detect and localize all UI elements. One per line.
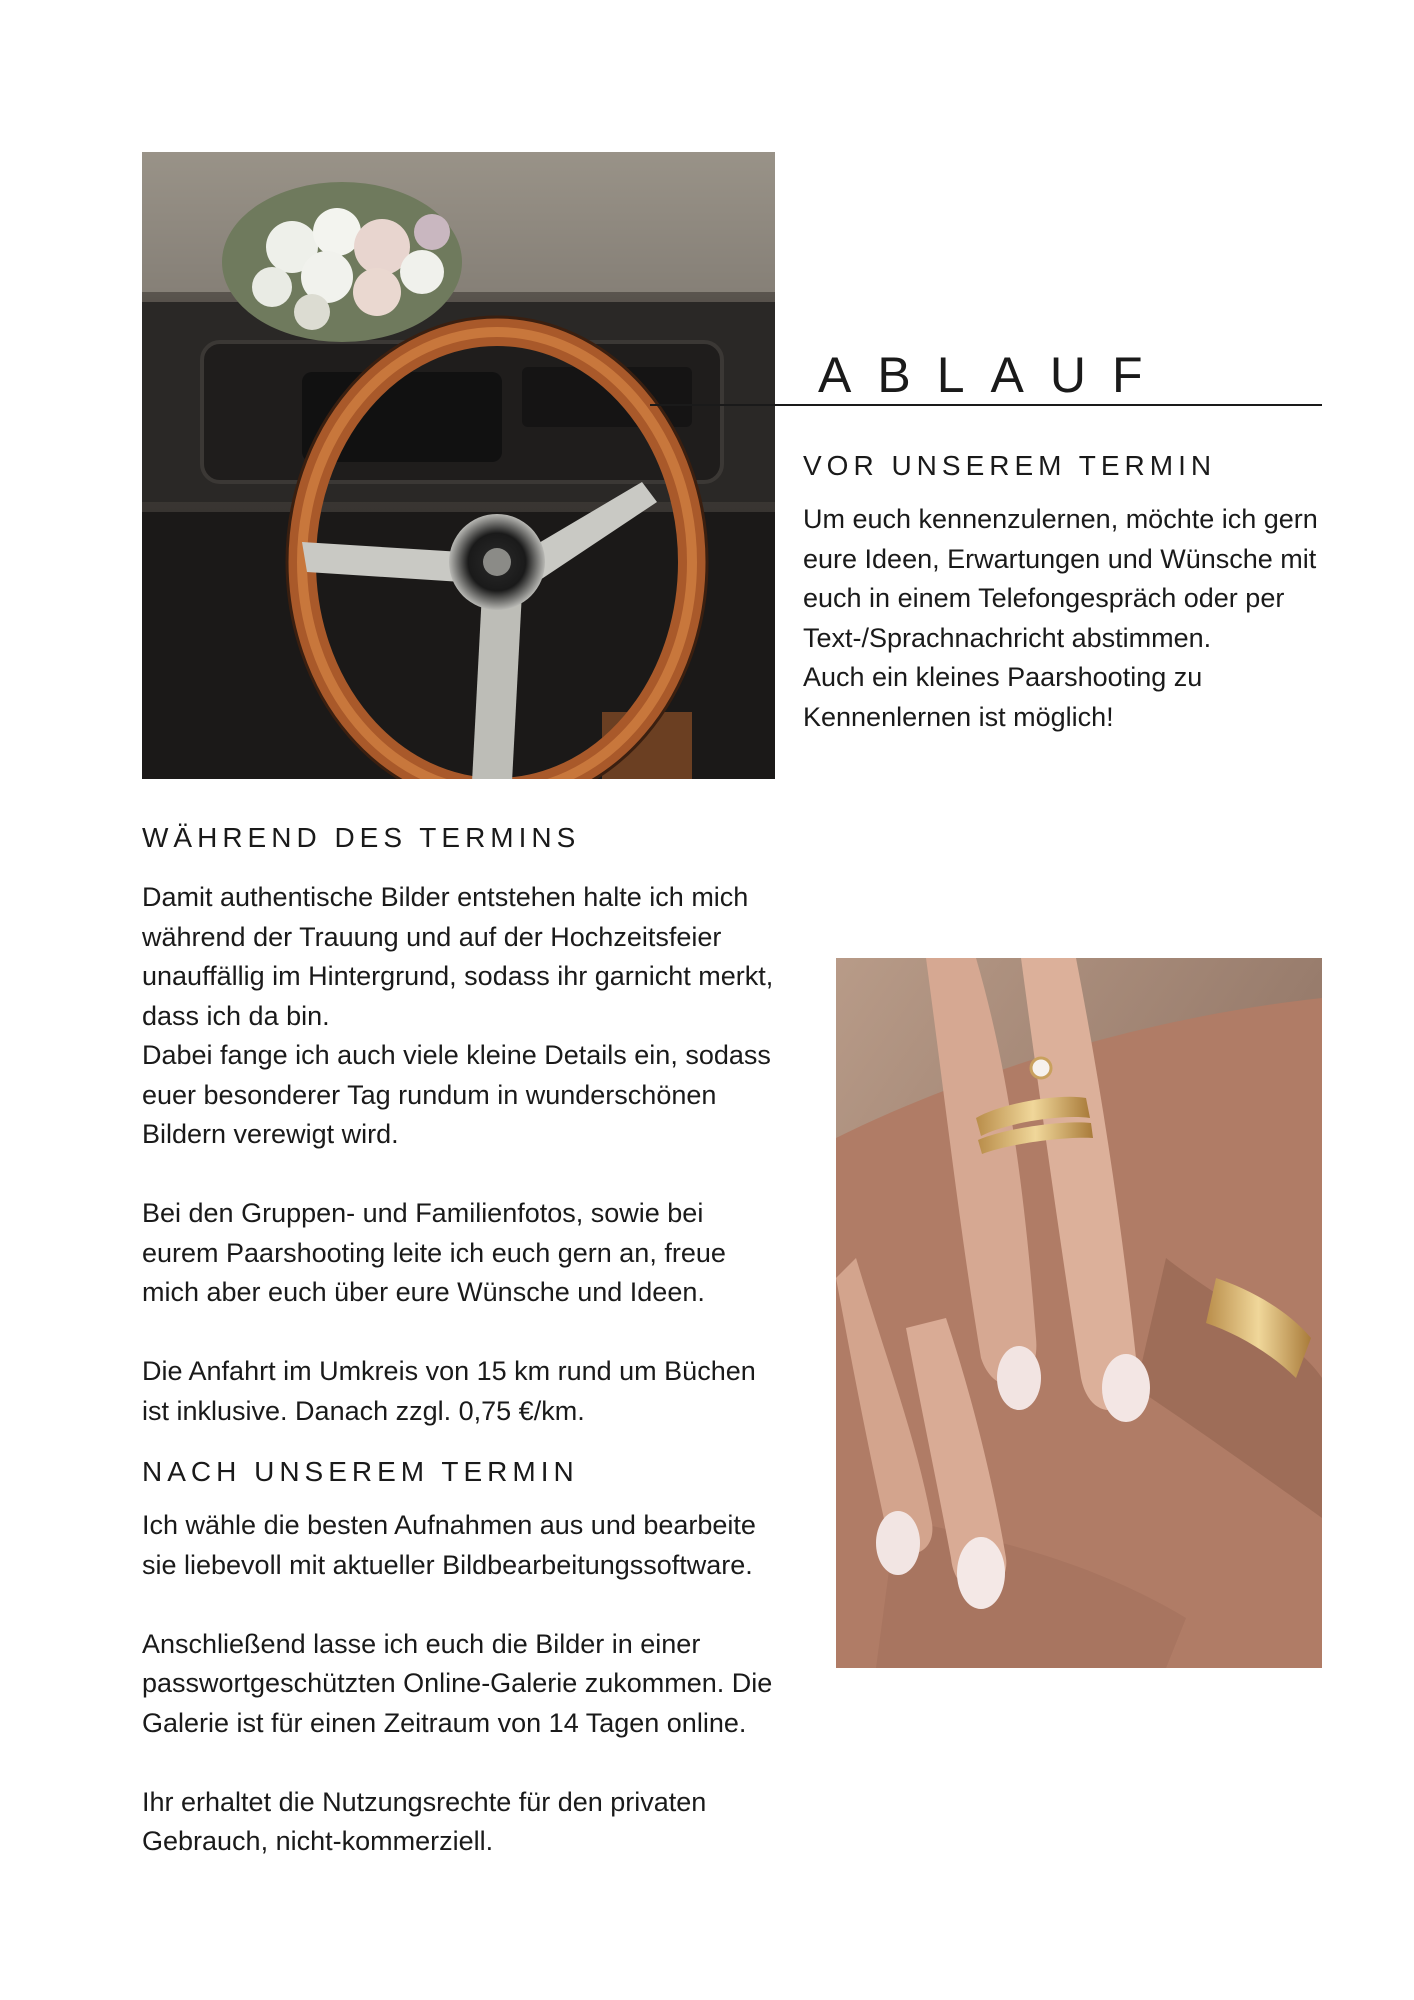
text-line: eure Ideen, Erwartungen und Wünsche mit	[803, 543, 1317, 574]
text-line: eurem Paarshooting leite ich euch gern an, freue	[142, 1237, 726, 1268]
text-line: Text-/Sprachnachricht abstimmen.	[803, 622, 1212, 653]
text-line: dass ich da bin.	[142, 1000, 330, 1031]
text-line: Kennenlernen ist möglich!	[803, 701, 1114, 732]
page-title: ABLAUF	[818, 347, 1169, 403]
heading-nach-unserem-termin: NACH UNSEREM TERMIN	[142, 1456, 579, 1487]
text-vor-unserem-termin	[803, 500, 1318, 737]
text-line: Damit authentische Bilder entstehen halte ich mich	[142, 882, 749, 912]
text-waehrend-des-termins	[142, 878, 773, 1431]
wedding-car-photo	[142, 152, 775, 779]
text-line: Dabei fange ich auch viele kleine Details ein, sodass	[142, 1040, 771, 1070]
text-line: Anschließend lasse ich euch die Bilder in einer	[142, 1628, 701, 1659]
text-line: Ihr erhaltet die Nutzungsrechte für den privaten	[142, 1786, 707, 1817]
heading-vor-unserem-termin: VOR UNSEREM TERMIN	[803, 450, 1217, 481]
heading-waehrend-des-termins: WÄHREND DES TERMINS	[142, 822, 581, 853]
text-line: Bildern verewigt wird.	[142, 1119, 399, 1149]
text-line: sie liebevoll mit aktueller Bildbearbeitungssoftware.	[142, 1549, 753, 1580]
text-line: Die Anfahrt im Umkreis von 15 km rund um Büchen	[142, 1356, 756, 1386]
text-line: unauffällig im Hintergrund, sodass ihr garnicht merkt,	[142, 961, 774, 991]
wedding-rings-photo	[836, 958, 1322, 1668]
text-line: Um euch kennenzulernen, möchte ich gern	[803, 504, 1318, 534]
text-line: Galerie ist für einen Zeitraum von 14 Tagen online.	[142, 1707, 747, 1738]
text-line: euer besonderer Tag rundum in wunderschönen	[142, 1079, 717, 1110]
text-nach-unserem-termin	[142, 1506, 772, 1862]
text-line: Gebrauch, nicht-kommerziell.	[142, 1826, 494, 1856]
text-line: Ich wähle die besten Aufnahmen aus und bearbeite	[142, 1510, 756, 1540]
text-line: während der Trauung und auf der Hochzeitsfeier	[142, 921, 722, 952]
title-divider	[650, 404, 1322, 406]
text-line: Bei den Gruppen- und Familienfotos, sowie bei	[142, 1198, 704, 1228]
text-line: passwortgeschützten Online-Galerie zukommen. Die	[142, 1668, 773, 1698]
text-line: euch in einem Telefongespräch oder per	[803, 583, 1285, 613]
text-line: ist inklusive. Danach zzgl. 0,75 €/km.	[142, 1395, 585, 1426]
text-line: Auch ein kleines Paarshooting zu	[803, 662, 1203, 692]
text-line: mich aber euch über eure Wünsche und Ideen.	[142, 1277, 705, 1307]
